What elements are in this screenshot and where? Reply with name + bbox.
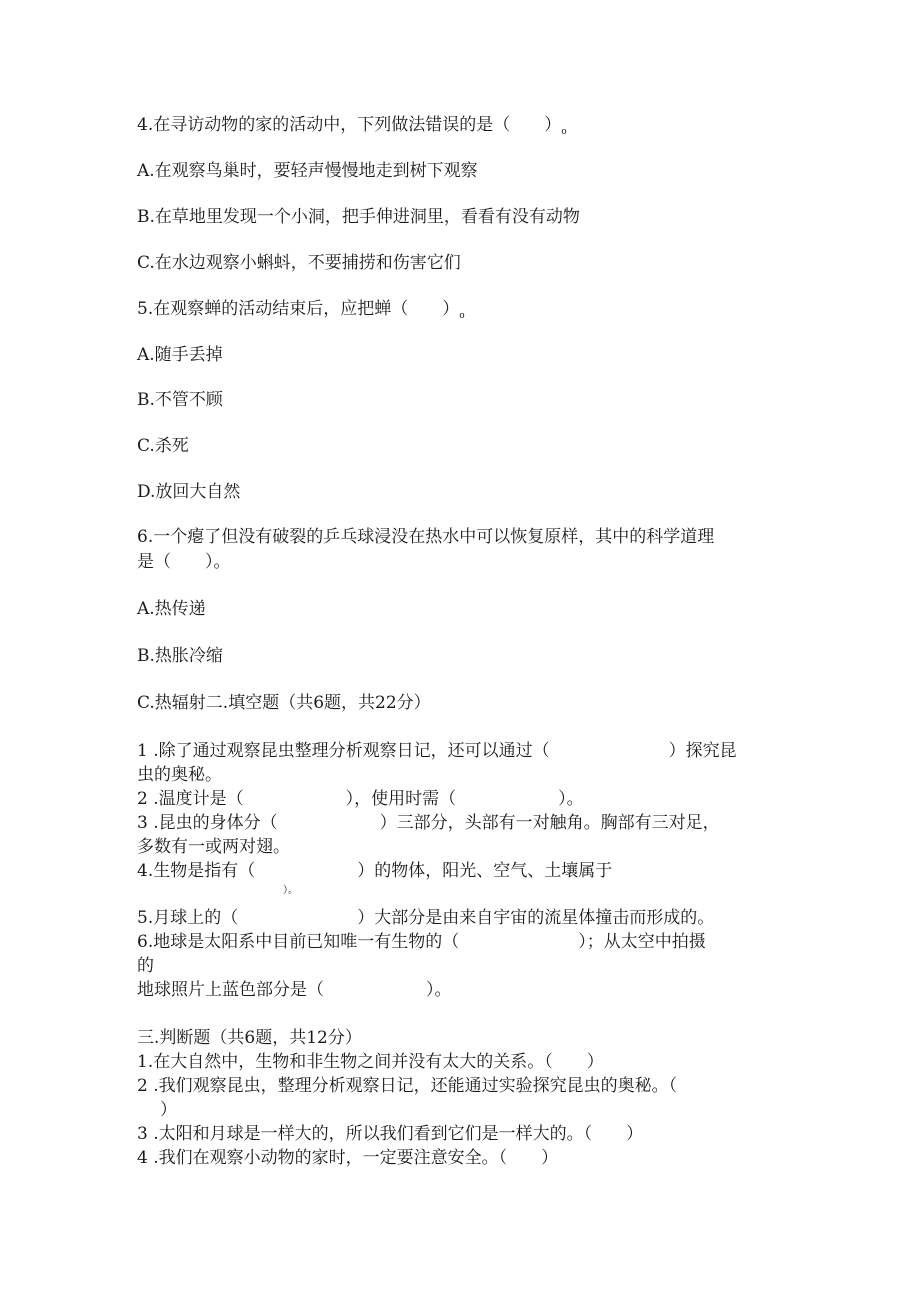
fill-q6-line2: 的 [137,956,154,976]
judge-q2-line2: ） [160,1100,177,1120]
fill-q6-line1: 6.地球是太阳系中目前已知唯一有生物的（ ）；从太空中拍摄 [137,932,706,952]
q5-option-c: C.杀死 [137,436,189,456]
q4-stem: 4.在寻访动物的家的活动中，下列做法错误的是（ ）$_o$ [137,115,567,137]
q4-option-b: B.在草地里发现一个小洞，把手伸进洞里，看看有没有动物 [137,207,580,227]
q6-stem-line2: 是（ ）。 [137,552,231,572]
judge-q4: 4 .我们在观察小动物的家时，一定要注意安全。（ ） [137,1148,559,1168]
q5-option-b: B.不管不顾 [137,390,223,410]
fill-q2: 2 .温度计是（ ），使用时需（ ）。 [137,789,584,809]
q4-mark: o [561,127,567,137]
q6-stem-line1: 6.一个瘪了但没有破裂的乒乓球浸没在热水中可以恢复原样，其中的科学道理 [137,527,715,547]
fill-q3-line1: 3 .昆虫的身体分（ ）三部分，头部有一对触角。胸部有三对足， [137,813,720,833]
judge-q1: 1.在大自然中，生物和非生物之间并没有太大的关系。（ ） [137,1052,604,1072]
q6-option-a: A.热传递 [137,599,206,619]
q5-mark: o [459,311,465,321]
fill-q1-line1: 1 .除了通过观察昆虫整理分析观察日记，还可以通过（ ）探究昆 [137,741,737,761]
fill-q3-line2: 多数有一或两对翅。 [137,837,290,857]
fill-q1-line2: 虫的奥秘。 [137,765,222,785]
fill-q6-line3: 地球照片上蓝色部分是（ ）。 [137,980,452,1000]
q5-stem: 5.在观察蝉的活动结束后，应把蝉（ ）$_o$ [137,299,465,321]
section3-heading: 三.判断题（共6题，共12分） [137,1028,362,1048]
q6-option-c-and-section2-heading: C.热辐射二.填空题（共6题，共22分） [137,693,431,713]
q4-option-c: C.在水边观察小蝌蚪，不要捕捞和伤害它们 [137,253,461,273]
q5-option-d: D.放回大自然 [137,482,241,502]
judge-q2-line1: 2 .我们观察昆虫，整理分析观察日记，还能通过实验探究昆虫的奥秘。（ [137,1076,678,1096]
fill-q5: 5.月球上的（ ）大部分是由来自宇宙的流星体撞击而形成的。 [137,908,715,928]
fill-q4-line2: ）。 [283,885,298,896]
q5-option-a: A.随手丢掉 [137,345,223,365]
fill-q4-line1: 4.生物是指有（ ）的物体，阳光、空气、土壤属于 [137,861,613,881]
judge-q3: 3 .太阳和月球是一样大的，所以我们看到它们是一样大的。（ ） [137,1124,644,1144]
q6-option-b: B.热胀冷缩 [137,646,223,666]
q4-option-a: A.在观察鸟巢时，要轻声慢慢地走到树下观察 [137,161,478,181]
